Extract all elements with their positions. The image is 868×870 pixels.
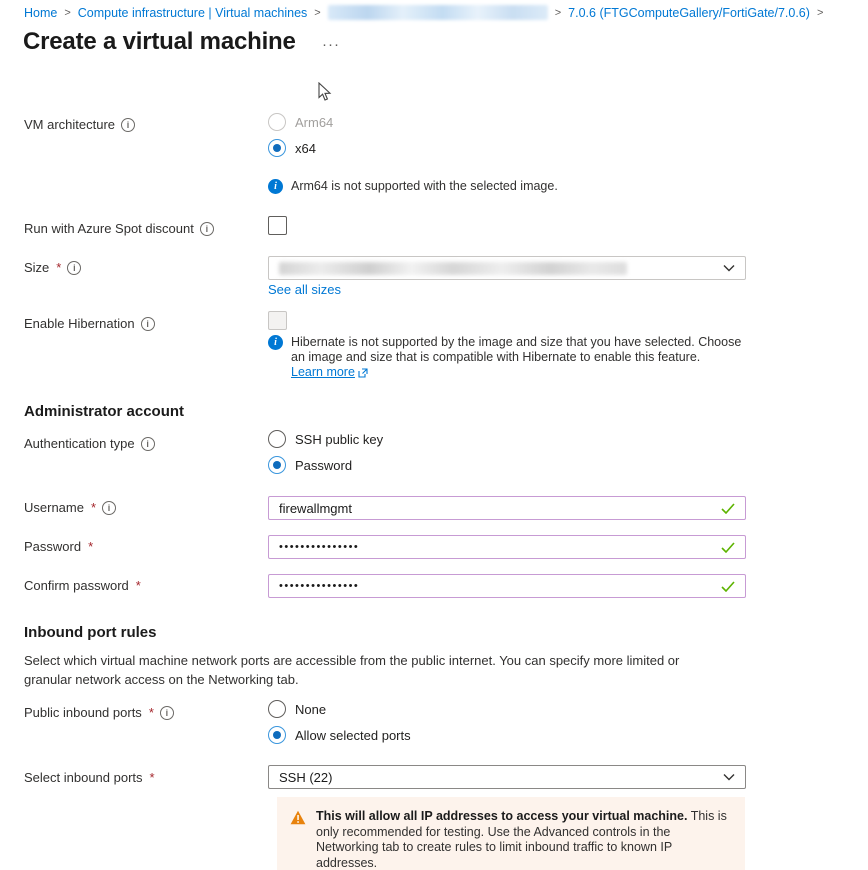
required-marker: *: [56, 260, 62, 275]
hibernation-label-text: Enable Hibernation: [24, 316, 135, 331]
radio-button-icon[interactable]: [268, 430, 286, 448]
mouse-cursor-icon: [317, 82, 332, 102]
confirm-password-label: [24, 578, 141, 593]
breadcrumb-separator: >: [816, 6, 824, 19]
spot-discount-label-text: Run with Azure Spot discount: [24, 221, 194, 236]
vm-architecture-label-text: VM architecture: [24, 117, 116, 132]
hibernation-info-body: Hibernate is not supported by the image and size that you have selected. Choose an image and size that is compatible with Hibernate to enable this feature.: [291, 335, 742, 364]
radio-allow-selected-ports-label: Allow selected ports: [295, 727, 411, 743]
inbound-port-rules-heading: Inbound port rules: [24, 624, 157, 641]
breadcrumb: [24, 5, 823, 20]
warning-text: [316, 809, 733, 870]
confirm-password-input[interactable]: [268, 574, 746, 598]
info-icon[interactable]: i: [141, 437, 155, 451]
hibernation-checkbox: [268, 311, 287, 330]
radio-arm64-label: Arm64: [295, 114, 334, 130]
radio-ssh-public-key[interactable]: [268, 430, 383, 448]
breadcrumb-separator: >: [314, 6, 321, 19]
inbound-port-rules-description: Select which virtual machine network ports are accessible from the public internet. You can specify more limited or granular network access on the Networking tab.: [24, 653, 680, 687]
radio-none-label: None: [295, 701, 327, 717]
radio-button-icon[interactable]: [268, 139, 286, 157]
username-label-text: Username: [24, 500, 84, 515]
size-label: [24, 260, 81, 275]
hibernation-info-text: [291, 335, 743, 380]
confirm-password-value: •••••••••••••••: [279, 580, 360, 592]
valid-check-icon: [721, 503, 735, 514]
spot-discount-checkbox[interactable]: [268, 216, 287, 235]
auth-type-label-text: Authentication type: [24, 436, 135, 451]
username-input[interactable]: [268, 496, 746, 520]
chevron-down-icon: [723, 264, 735, 272]
radio-x64-label: x64: [295, 140, 316, 156]
warning-text-bold: This will allow all IP addresses to access your virtual machine.: [316, 809, 688, 823]
radio-arm64[interactable]: [268, 113, 333, 131]
warning-text-rest: This is only recommended for testing. Use the Advanced controls in the Networking tab to create rules to limit inbound traffic to known IP addresses.: [316, 809, 727, 870]
select-inbound-ports-dropdown[interactable]: [268, 765, 746, 789]
required-marker: *: [149, 770, 155, 785]
inbound-warning-banner: [277, 797, 745, 870]
warning-triangle-icon: [290, 810, 306, 825]
see-all-sizes-link[interactable]: See all sizes: [268, 282, 341, 297]
valid-check-icon: [721, 581, 735, 592]
public-inbound-ports-label-text: Public inbound ports: [24, 705, 142, 720]
password-input[interactable]: [268, 535, 746, 559]
breadcrumb-home[interactable]: Home: [24, 5, 58, 20]
valid-check-icon: [721, 542, 735, 553]
learn-more-link[interactable]: [291, 365, 368, 380]
external-link-icon: [358, 368, 368, 378]
radio-allow-selected-ports[interactable]: [268, 726, 411, 744]
size-dropdown[interactable]: [268, 256, 746, 280]
radio-none[interactable]: [268, 700, 326, 718]
public-inbound-ports-label: [24, 705, 174, 720]
username-label: [24, 500, 116, 515]
more-options-button[interactable]: ···: [322, 36, 340, 53]
required-marker: *: [148, 705, 154, 720]
radio-button-icon[interactable]: [268, 113, 286, 131]
hibernation-label: [24, 316, 155, 331]
info-icon[interactable]: i: [102, 501, 116, 515]
password-label: [24, 539, 93, 554]
select-inbound-ports-value: SSH (22): [279, 769, 333, 785]
breadcrumb-redacted-item[interactable]: [328, 5, 548, 20]
radio-button-icon[interactable]: [268, 726, 286, 744]
info-badge-icon: i: [268, 179, 283, 194]
required-marker: *: [90, 500, 97, 515]
confirm-password-label-text: Confirm password: [24, 578, 129, 593]
breadcrumb-virtual-machines[interactable]: Compute infrastructure | Virtual machines: [77, 5, 308, 20]
spot-discount-label: [24, 221, 214, 236]
info-icon[interactable]: i: [67, 261, 81, 275]
radio-password-label: Password: [295, 457, 353, 473]
info-icon[interactable]: i: [121, 118, 135, 132]
hibernation-info-message: [268, 335, 743, 380]
breadcrumb-image-version[interactable]: 7.0.6 (FTGComputeGallery/FortiGate/7.0.6): [568, 5, 810, 20]
username-value: firewallmgmt: [279, 500, 352, 516]
vm-architecture-label: [24, 117, 135, 132]
chevron-down-icon: [723, 773, 735, 781]
password-value: •••••••••••••••: [279, 541, 360, 553]
required-marker: *: [135, 578, 141, 593]
select-inbound-ports-label: [24, 770, 155, 785]
radio-x64[interactable]: [268, 139, 316, 157]
info-icon[interactable]: i: [141, 317, 155, 331]
radio-button-icon[interactable]: [268, 700, 286, 718]
radio-ssh-label: SSH public key: [295, 431, 384, 447]
radio-password[interactable]: [268, 456, 352, 474]
info-icon[interactable]: i: [200, 222, 214, 236]
select-inbound-ports-label-text: Select inbound ports: [24, 770, 143, 785]
arm64-info-text: Arm64 is not supported with the selected image.: [291, 179, 558, 193]
arm64-info-message: [268, 179, 558, 194]
size-redacted-value: [279, 262, 627, 275]
learn-more-label: Learn more: [291, 365, 355, 379]
radio-button-icon[interactable]: [268, 456, 286, 474]
breadcrumb-separator: >: [554, 6, 562, 19]
admin-account-heading: Administrator account: [24, 403, 185, 420]
auth-type-label: [24, 436, 155, 451]
required-marker: *: [88, 539, 94, 554]
info-badge-icon: i: [268, 335, 283, 350]
password-label-text: Password: [24, 539, 82, 554]
info-icon[interactable]: i: [160, 706, 174, 720]
size-label-text: Size: [24, 260, 50, 275]
page-title: Create a virtual machine: [23, 28, 296, 55]
breadcrumb-separator: >: [64, 6, 71, 19]
